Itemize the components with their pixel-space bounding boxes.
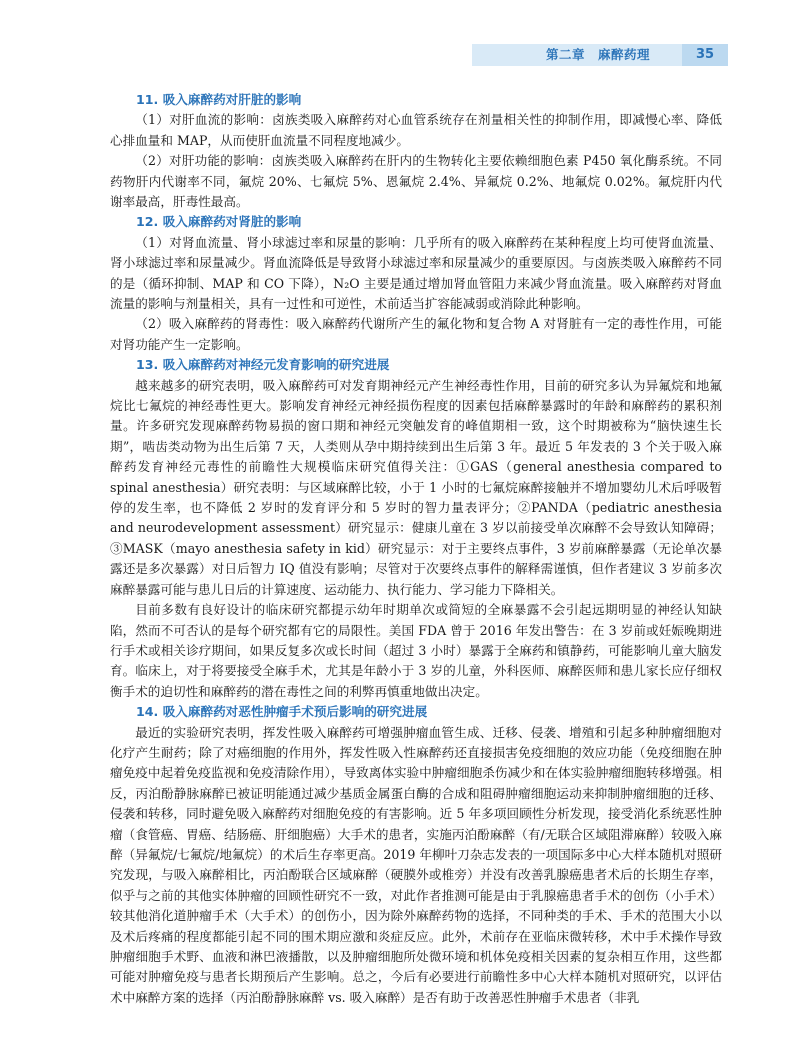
section-heading: 13. 吸入麻醉药对神经元发育影响的研究进展: [136, 357, 390, 373]
section-neuro-development: [110, 355, 722, 702]
section-liver: [110, 90, 722, 212]
paragraph: 目前多数有良好设计的临床研究都提示幼年时期单次或简短的全麻暴露不会引起远期明显的神经认知缺陷，然而不可否认的是每个研究都有它的局限性。美国 FDA 曾于 2016 年发出警告：在 3 岁前或妊娠晚期进行手术或相关诊疗期间，如果反复多次或长时间（超过 3 小时）暴露于全麻药和镇静药，可能影响儿童大脑发育。临床上，对于将要接受全麻手术，尤其是年龄小于 3 岁的儿童，外科医师、麻醉医师和患儿家长应仔细权衡手术的迫切性和麻醉药的潜在毒性之间的利弊再慎重地做出决定。: [110, 602, 722, 699]
paragraph: 最近的实验研究表明，挥发性吸入麻醉药可增强肿瘤血管生成、迁移、侵袭、增殖和引起多种肿瘤细胞对化疗产生耐药；除了对癌细胞的作用外，挥发性吸入性麻醉药还直接损害免疫细胞的效应功能（免疫细胞在肿瘤免疫中起着免疫监视和免疫清除作用），导致离体实验中肿瘤细胞杀伤减少和在体实验肿瘤细胞转移增强。相反，丙泊酚静脉麻醉已被证明能通过减少基质金属蛋白酶的合成和阻碍肿瘤细胞运动来抑制肿瘤细胞的迁移、侵袭和转移，同时避免吸入麻醉药对细胞免疫的有害影响。近 5 年多项回顾性分析发现，接受消化系统恶性肿瘤（食管癌、胃癌、结肠癌、肝细胞癌）大手术的患者，实施丙泊酚麻醉（有/无联合区域阻滞麻醉）较吸入麻醉（异氟烷/七氟烷/地氟烷）的术后生存率更高。2019 年柳叶刀杂志发表的一项国际多中心大样本随机对照研究发现，与吸入麻醉相比，丙泊酚联合区域麻醉（硬膜外或椎旁）并没有改善乳腺癌患者术后的长期生存率，似乎与之前的其他实体肿瘤的回顾性研究不一致，对此作者推测可能是由于乳腺癌患者手术的创伤（小手术）较其他消化道肿瘤手术（大手术）的创伤小，因为除外麻醉药物的选择，不同种类的手术、手术的范围大小以及术后疼痛的程度都能引起不同的围术期应激和炎症反应。此外，术前存在亚临床微转移，术中手术操作导致肿瘤细胞手术野、血液和淋巴液播散，以及肿瘤细胞所处微环境和机体免疫相关因素的复杂相互作用，这些都可能对肿瘤免疫与患者长期预后产生影响。总之，今后有必要进行前瞻性多中心大样本随机对照研究，以评估术中麻醉方案的选择（丙泊酚静脉麻醉 vs. 吸入麻醉）是否有助于改善恶性肿瘤手术患者（非乳: [110, 724, 722, 1005]
paragraph: （1）对肝血流的影响：卤族类吸入麻醉药对心血管系统存在剂量相关性的抑制作用，即减慢心率、降低心排血量和 MAP，从而使肝血流量不同程度地减少。: [110, 112, 722, 148]
section-heading: 12. 吸入麻醉药对肾脏的影响: [136, 214, 302, 230]
paragraph: （2）吸入麻醉药的肾毒性：吸入麻醉药代谢所产生的氟化物和复合物 A 对肾脏有一定的毒性作用，可能对肾功能产生一定影响。: [110, 316, 722, 352]
page-body: [110, 90, 722, 1008]
section-tumor-prognosis: [110, 702, 722, 1008]
section-heading: 14. 吸入麻醉药对恶性肿瘤手术预后影响的研究进展: [136, 704, 428, 720]
section-heading: 11. 吸入麻醉药对肝脏的影响: [136, 92, 302, 107]
section-kidney: [110, 212, 722, 355]
chapter-title: 第二章 麻醉药理: [546, 47, 651, 62]
paragraph: （1）对肾血流量、肾小球滤过率和尿量的影响：几乎所有的吸入麻醉药在某种程度上均可使肾血流量、肾小球滤过率和尿量减少。肾血流降低是导致肾小球滤过率和尿量减少的重要原因。与卤族类吸入麻醉药不同的是（循环抑制、MAP 和 CO 下降），N₂O 主要是通过增加肾血管阻力来减少肾血流量。吸入麻醉药对肾血流量的影响与剂量相关，具有一过性和可逆性，术前适当扩容能减弱或消除此种影响。: [110, 234, 722, 312]
page-number: 35: [682, 44, 728, 66]
paragraph: 越来越多的研究表明，吸入麻醉药可对发育期神经元产生神经毒性作用，目前的研究多认为异氟烷和地氟烷比七氟烷的神经毒性更大。影响发育神经元神经损伤程度的因素包括麻醉暴露时的年龄和麻醉药的累积剂量。许多研究发现麻醉药物易损的窗口期和神经元突触发育的峰值期相一致，这个时期被称为“脑快速生长期”，啮齿类动物为出生后第 7 天，人类则从孕中期持续到出生后第 3 年。最近 5 年发表的 3 个关于吸入麻醉药发育神经元毒性的前瞻性大规模临床研究值得关注：①GAS（general anesthesia compared to spinal anesthesia）研究表明：与区域麻醉比较，小于 1 小时的七氟烷麻醉接触并不增加婴幼儿术后呼吸暂停的发生率，也不降低 2 岁时的发育评分和 5 岁时的智力量表评分；②PANDA（pediatric anesthesia and neurodevelopment assessment）研究显示：健康儿童在 3 岁以前接受单次麻醉不会导致认知障碍；③MASK（mayo anesthesia safety in kid）研究显示：对于主要终点事件，3 岁前麻醉暴露（无论单次暴露还是多次暴露）对日后智力 IQ 值没有影响；尽管对于次要终点事件的解释需谨慎，但作者建议 3 岁前多次麻醉暴露可能与患儿日后的计算速度、运动能力、执行能力、学习能力下降相关。: [110, 377, 722, 597]
paragraph: （2）对肝功能的影响：卤族类吸入麻醉药在肝内的生物转化主要依赖细胞色素 P450 氧化酶系统。不同药物肝内代谢率不同，氟烷 20%、七氟烷 5%、恩氟烷 2.4%、异氟烷 0.2%、地氟烷 0.02%。氟烷肝内代谢率最高，肝毒性最高。: [110, 153, 722, 210]
